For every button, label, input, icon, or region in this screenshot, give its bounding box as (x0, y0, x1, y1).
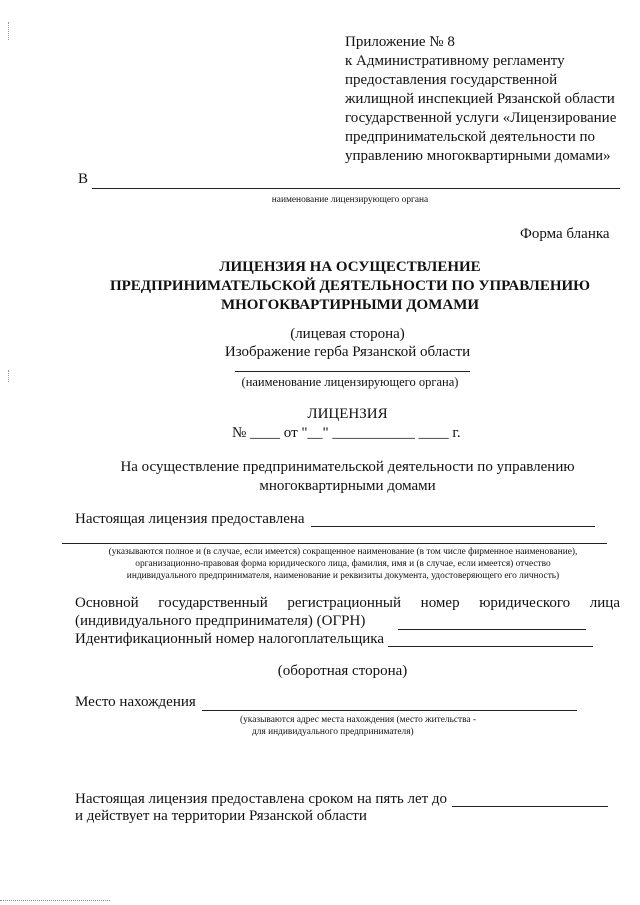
appendix-line: предоставления государственной (345, 72, 558, 88)
back-side-label: (оборотная сторона) (277, 663, 408, 679)
scan-mark (8, 370, 9, 382)
authority-fill-line (92, 188, 620, 189)
scan-edge-line (0, 900, 110, 901)
location-label: Место нахождения (75, 694, 196, 710)
license-number-line: № ____ от "__" ___________ ____ г. (232, 425, 461, 441)
appendix-line: государственной услуги «Лицензирование (345, 110, 617, 126)
granted-fill-line-2 (62, 543, 607, 544)
appendix-line: к Административному регламенту (345, 53, 565, 69)
ogrn-line-2: (индивидуального предпринимателя) (ОГРН) (75, 613, 366, 629)
granted-fill-line (311, 526, 595, 527)
title-line: ЛИЦЕНЗИЯ НА ОСУЩЕСТВЛЕНИЕ (219, 259, 481, 275)
title-line: МНОГОКВАРТИРНЫМИ ДОМАМИ (220, 297, 480, 313)
caption-line: индивидуального предпринимателя, наименование и реквизиты документа, удостоверяющего его личность) (126, 571, 560, 581)
purpose-line: На осуществление предпринимательской деятельности по управлению (120, 459, 575, 475)
document-title (60, 258, 640, 315)
location-caption (240, 714, 570, 738)
authority-name-caption: (наименование лицензирующего органа) (241, 375, 459, 389)
appendix-line: управлению многоквартирными домами» (345, 148, 611, 164)
inn-label: Идентификационный номер налогоплательщика (75, 631, 385, 647)
ogrn-line: Основной государственный регистрационный номер юридического лица (75, 595, 620, 611)
caption-line: (указываются адрес места нахождения (место жительства - (240, 715, 477, 725)
location-fill-line (202, 710, 577, 711)
authority-caption: наименование лицензирующего органа (271, 195, 429, 205)
ogrn-fill-line (398, 629, 586, 630)
license-heading: ЛИЦЕНЗИЯ (307, 406, 388, 422)
purpose-line: многоквартирными домами (259, 478, 436, 494)
title-line: ПРЕДПРИНИМАТЕЛЬСКОЙ ДЕЯТЕЛЬНОСТИ ПО УПРАВЛЕНИЮ (109, 278, 591, 294)
term-label: Настоящая лицензия предоставлена сроком на пять лет до (75, 791, 448, 807)
term-fill-line (452, 806, 608, 807)
territory-text: и действует на территории Рязанской области (75, 808, 367, 824)
license-purpose (60, 458, 635, 496)
appendix-block (345, 33, 635, 166)
appendix-line: жилищной инспекцией Рязанской области (345, 91, 615, 107)
caption-line: (указываются полное и (в случае, если имеется) сокращенное наименование (в том числе фирменное наименование), (108, 547, 578, 557)
caption-line: для индивидуального предпринимателя) (252, 727, 414, 737)
caption-line: организационно-правовая форма юридического лица, фамилия, имя и (в случае, если имеется) отчество (135, 559, 551, 569)
authority-name-line (235, 371, 470, 372)
to-prefix: В (78, 171, 89, 187)
appendix-line: Приложение № 8 (345, 34, 455, 50)
inn-fill-line (388, 646, 593, 647)
emblem-text: Изображение герба Рязанской области (224, 344, 471, 360)
form-label: Форма бланка (520, 226, 610, 242)
granted-label: Настоящая лицензия предоставлена (75, 511, 305, 527)
granted-caption (58, 546, 628, 582)
scan-mark (8, 22, 9, 40)
appendix-line: предпринимательской деятельности по (345, 129, 596, 145)
front-side-label: (лицевая сторона) (290, 326, 405, 342)
